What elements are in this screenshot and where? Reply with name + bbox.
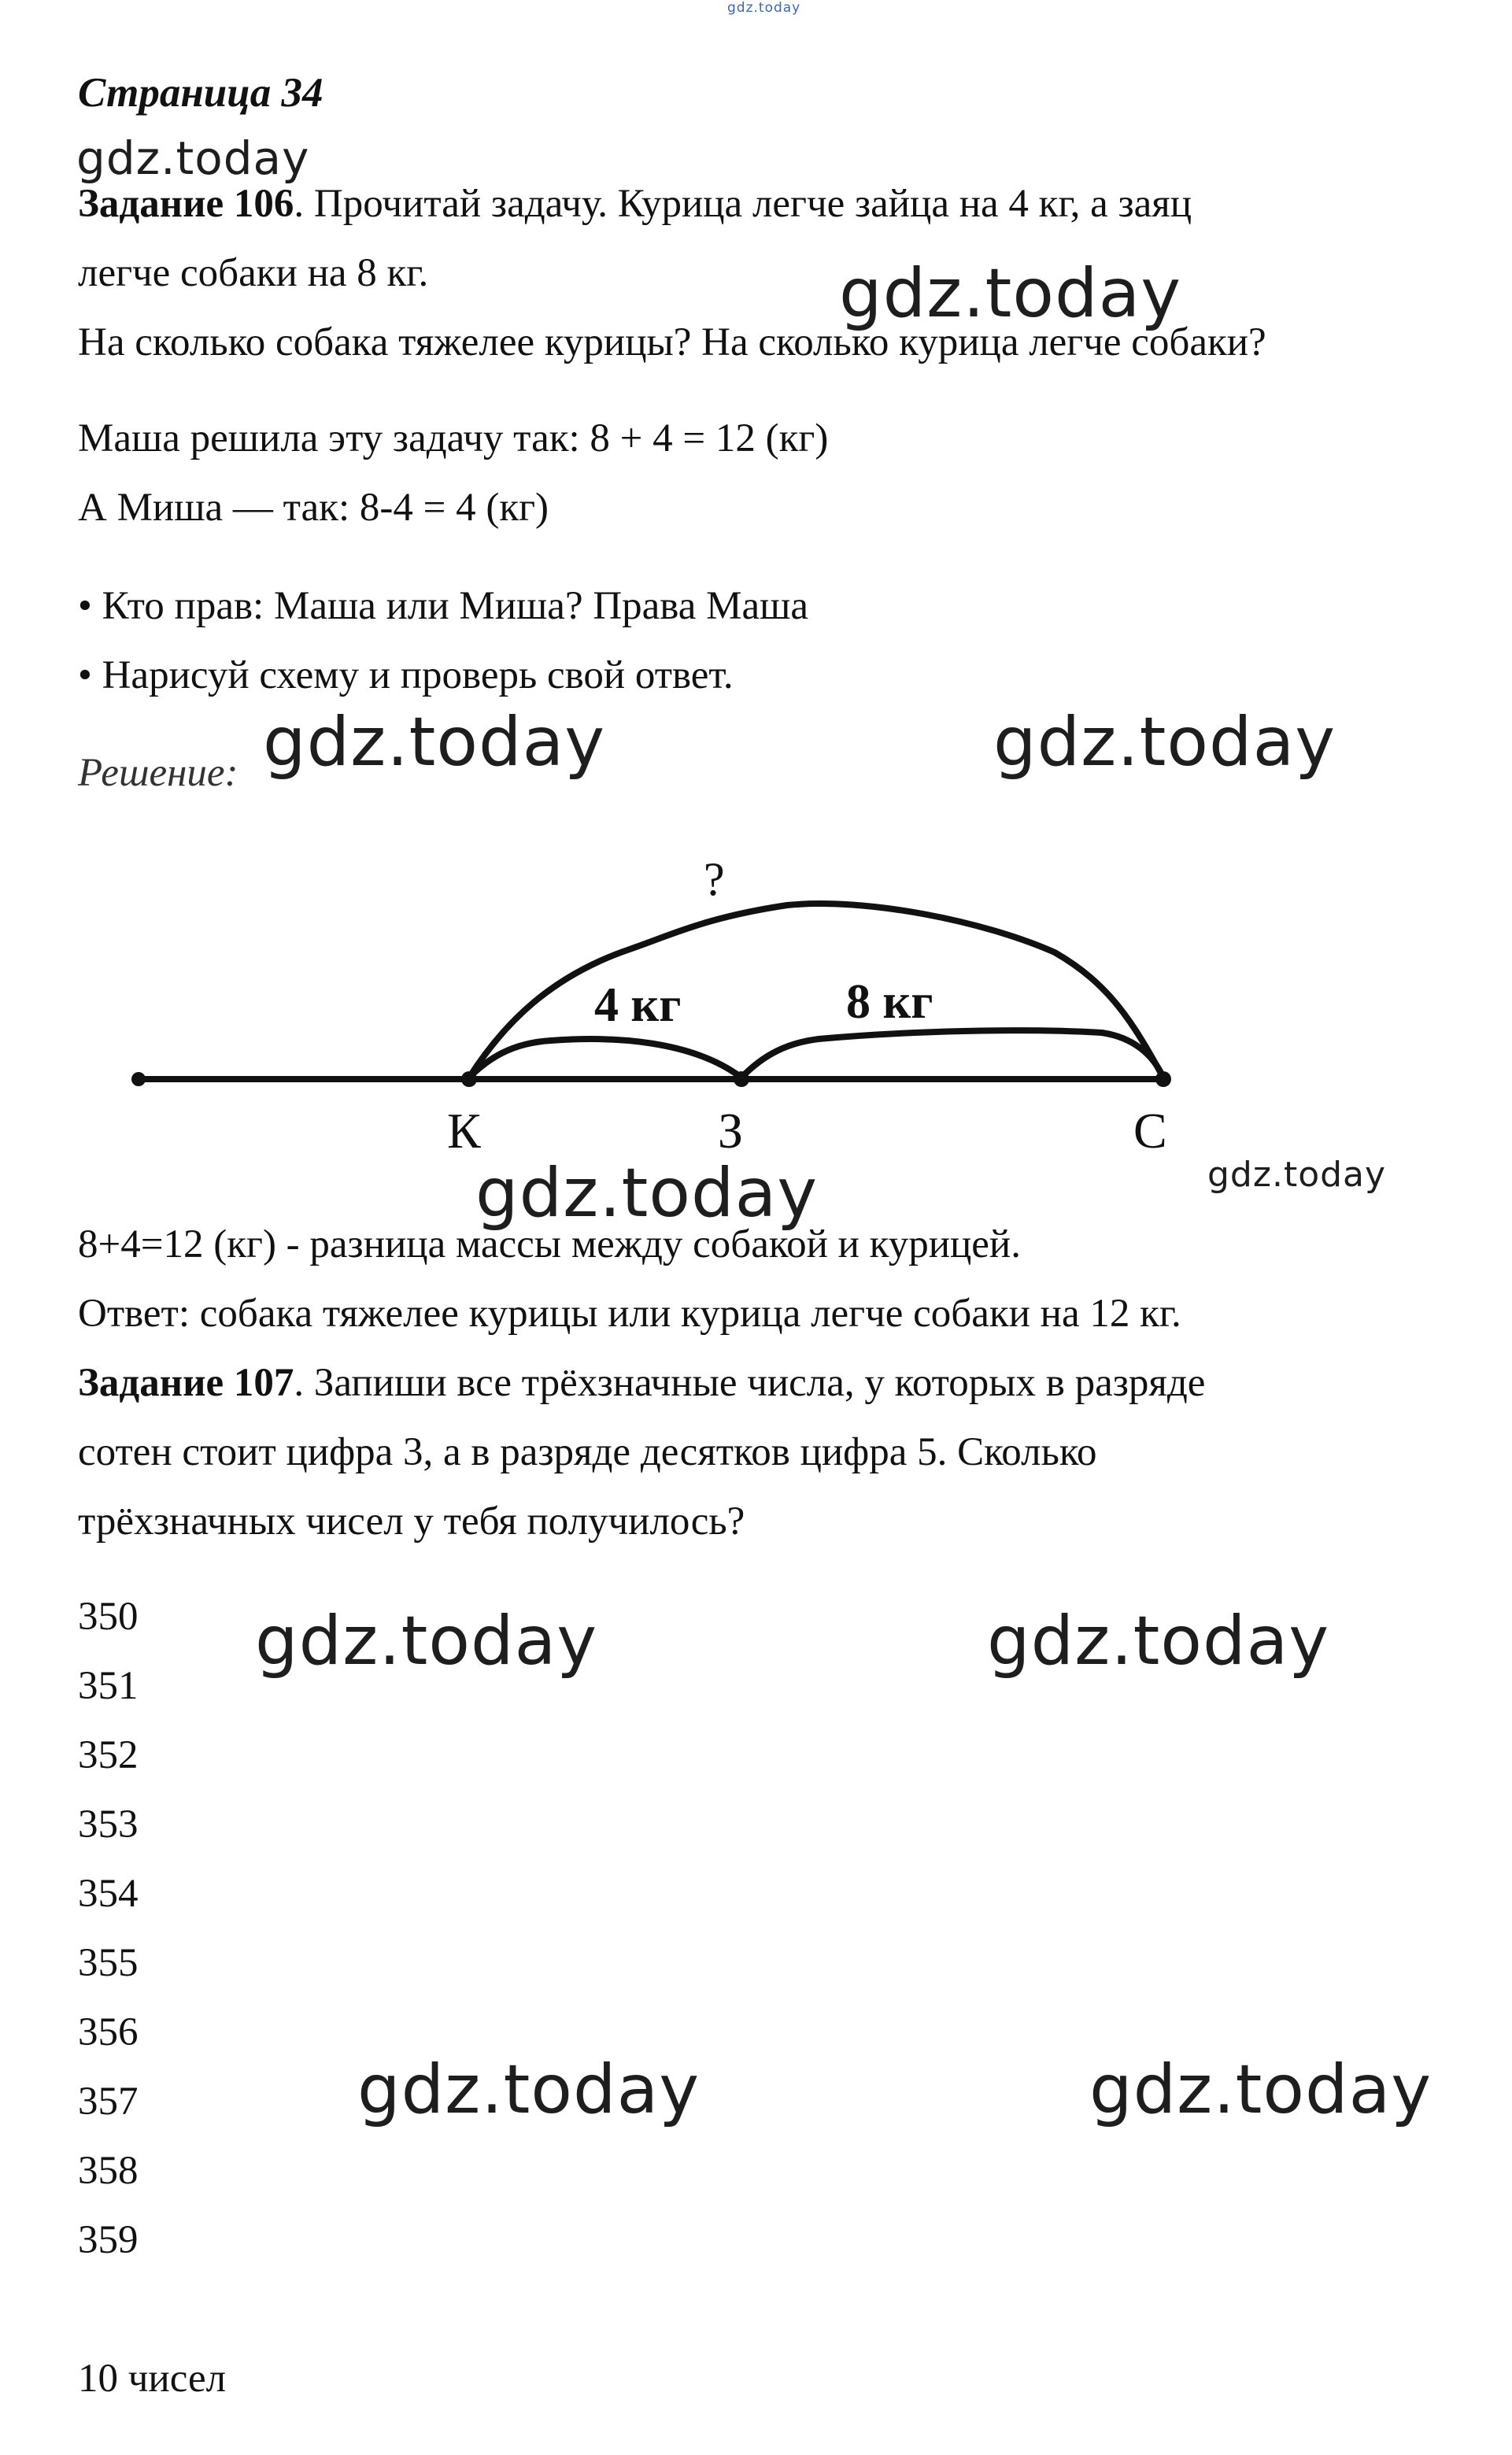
question-mark: ? [704,853,725,905]
task107-line3: трёхзначных чисел у тебя получилось? [78,1499,745,1544]
watermark: gdz.today [1089,2050,1433,2129]
number-item: 350 [78,1595,139,1639]
number-item: 352 [78,1733,139,1777]
page-title: Страница 34 [78,70,323,116]
solution-label: Решение: [78,751,238,795]
arc-total [469,904,1163,1078]
watermark: gdz.today [263,703,606,782]
header-watermark: gdz.today [727,0,801,16]
task107-line1 [78,1348,1205,1418]
label-z: З [718,1103,744,1159]
task106-line2: легче собаки на 8 кг. [78,251,429,295]
watermark: gdz.today [987,1602,1330,1680]
result-count: 10 чисел [78,2357,227,2401]
task107-label: Задание 107 [78,1361,294,1405]
line-start-point [131,1072,146,1086]
number-item: 356 [78,2010,139,2054]
label-k: К [447,1103,481,1159]
number-item: 353 [78,1802,139,1847]
arc-4kg [469,1039,741,1078]
number-item: 354 [78,1872,139,1916]
masha-solution: Маша решила эту задачу так: 8 + 4 = 12 (кг) [78,416,829,460]
task106-line1-text: . Прочитай задачу. Курица легче зайца на 4 кг, а заяц [294,182,1192,226]
task107-line1-text: . Запиши все трёхзначные числа, у которых в разряде [294,1361,1206,1405]
point-z-dot [734,1071,749,1087]
label-s: С [1133,1103,1167,1159]
calculation: 8+4=12 (кг) - разница массы между собакой и курицей. [78,1222,1021,1266]
misha-solution: А Миша — так: 8-4 = 4 (кг) [78,486,549,530]
bullet-draw-scheme: • Нарисуй схему и проверь свой ответ. [78,653,734,697]
number-item: 358 [78,2149,139,2193]
watermark: gdz.today [993,703,1336,782]
watermark: gdz.today [475,1154,819,1233]
number-item: 351 [78,1664,139,1708]
watermark: gdz.today [76,131,310,185]
watermark: gdz.today [839,254,1182,333]
label-8kg: 8 кг [846,975,933,1029]
watermark: gdz.today [255,1602,598,1680]
arc-8kg [741,1030,1163,1078]
bullet-who-is-right: • Кто прав: Маша или Миша? Права Маша [78,584,808,628]
point-k-dot [461,1071,477,1087]
number-item: 355 [78,1941,139,1985]
answer-106: Ответ: собака тяжелее курицы или курица легче собаки на 12 кг. [78,1292,1181,1336]
task107-line2: сотен стоит цифра 3, а в разряде десятков цифра 5. Сколько [78,1430,1097,1474]
task106-label: Задание 106 [78,182,294,226]
number-item: 357 [78,2080,139,2124]
label-4kg: 4 кг [594,978,682,1032]
task106-line3: На сколько собака тяжелее курицы? На сколько курица легче собаки? [78,320,1266,364]
point-s-dot [1155,1071,1171,1087]
watermark: gdz.today [357,2050,701,2129]
number-item: 359 [78,2218,139,2262]
watermark: gdz.today [1207,1155,1387,1195]
